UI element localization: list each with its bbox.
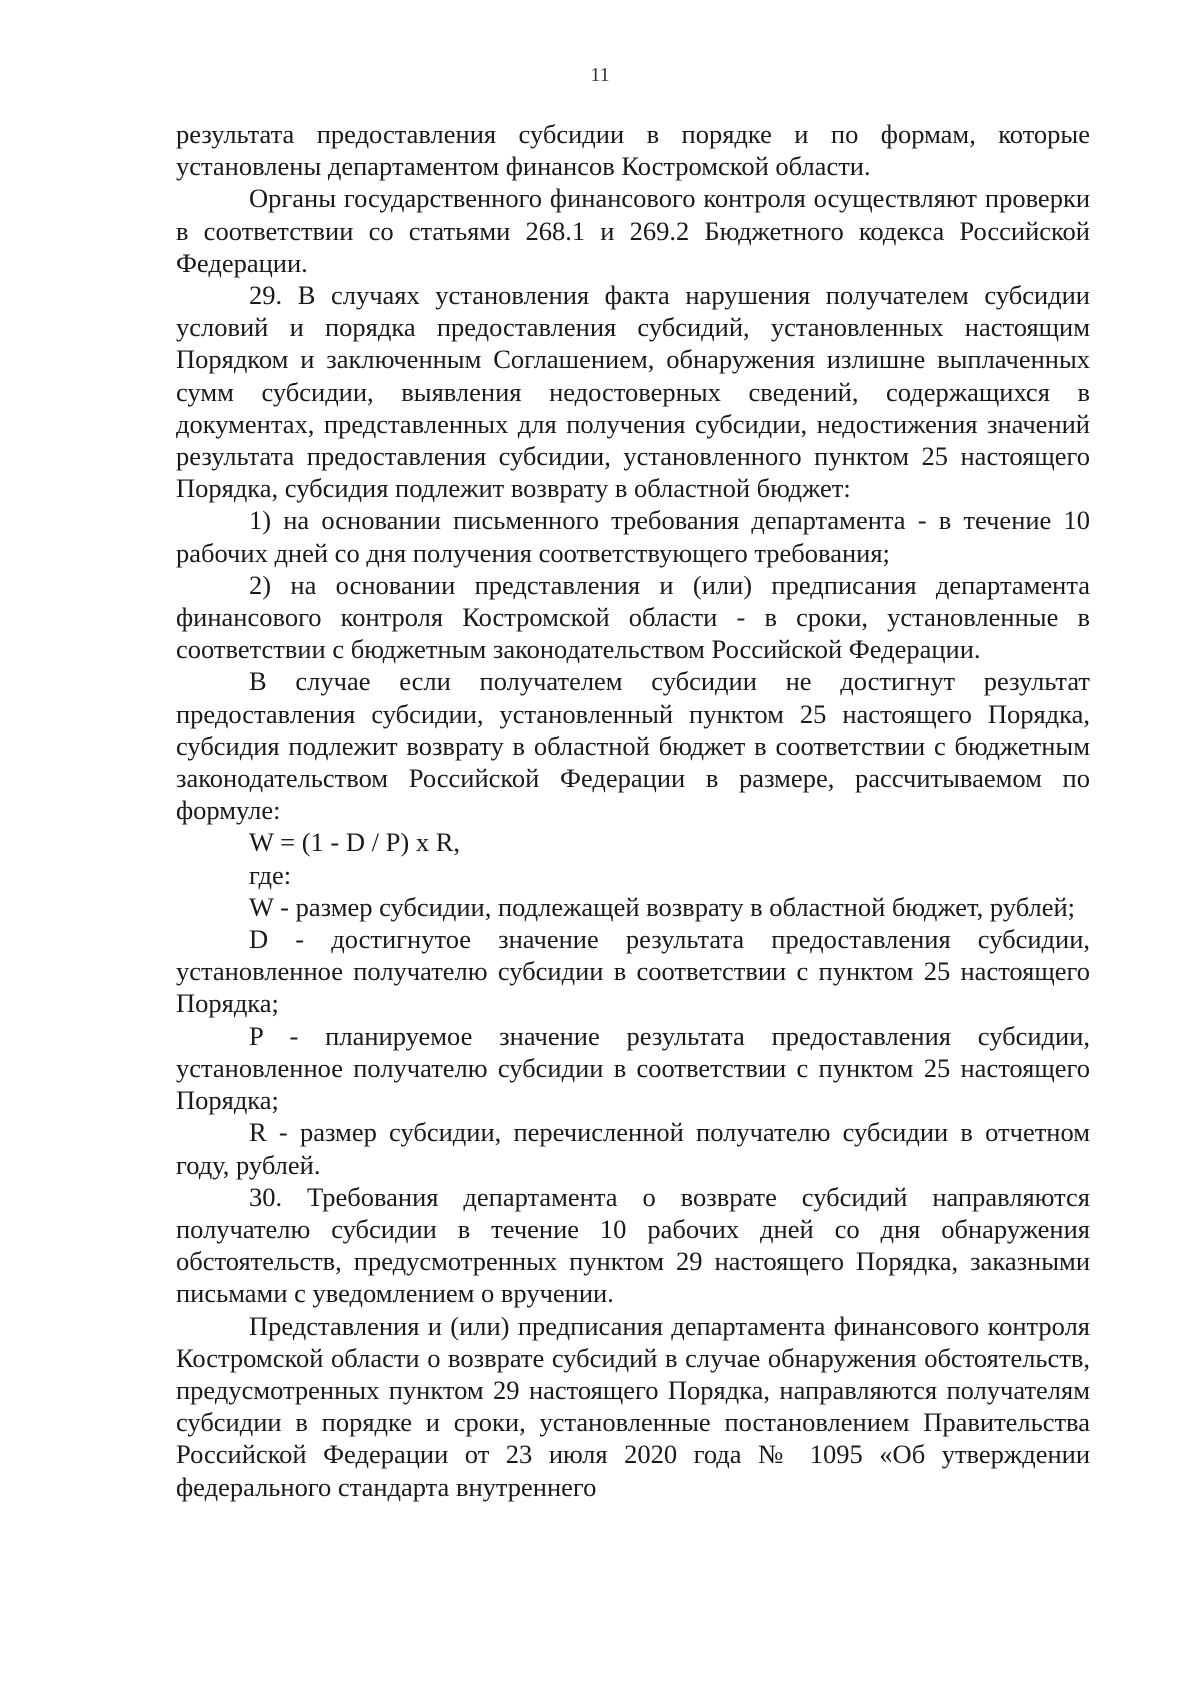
formula: W = (1 - D / P) x R,	[249, 827, 460, 858]
paragraph: Представления и (или) предписания департамента финансового контроля Костромской области о возврате субсидий в случае обнаружения обстоятельств, предусмотренных пунктом 29 настоящего Порядка, направляются получателям субсидии в порядке и сроки, установленные постановлением Правительства Российской Федерации от 23 июля 2020 года № 1095 «Об утверждении федерального стандарта внутреннего	[176, 1310, 1090, 1502]
formula-variable-w: W - размер субсидии, подлежащей возврату в областной бюджет, рублей;	[249, 891, 1076, 922]
paragraph: В случае если получателем субсидии не достигнут результат предоставления субсидии, установленный пунктом 25 настоящего Порядка, субсидия подлежит возврату в областной бюджет в соответствии с бюджетным законодательством Российской Федерации в размере, рассчитываемом по формуле:	[176, 666, 1090, 826]
formula-variable-r: R - размер субсидии, перечисленной получателю субсидии в отчетном году, рублей.	[176, 1117, 1090, 1180]
formula-variable-d: D - достигнутое значение результата предоставления субсидии, установленное получателю субсидии в соответствии с пунктом 25 настоящего Порядка;	[176, 924, 1090, 1019]
paragraph: результата предоставления субсидии в порядке и по формам, которые установлены департаментом финансов Костромской области.	[176, 119, 1090, 182]
list-item-2: 2) на основании представления и (или) предписания департамента финансового контроля Костромской области - в сроки, установленные в соответствии с бюджетным законодательством Российской Федерации.	[176, 569, 1090, 665]
list-item-1: 1) на основании письменного требования департамента - в течение 10 рабочих дней со дня получения соответствующего требования;	[176, 505, 1090, 568]
formula-variable-p: P - планируемое значение результата предоставления субсидии, установленное получателю субсидии в соответствии с пунктом 25 настоящего Порядка;	[176, 1020, 1090, 1116]
document-body	[176, 118, 1090, 1503]
paragraph-clause-29: 29. В случаях установления факта нарушения получателем субсидии условий и порядка предоставления субсидий, установленных настоящим Порядком и заключенным Соглашением, обнаружения излишне выплаченных сумм субсидии, выявления недостоверных сведений, содержащихся в документах, представленных для получения субсидии, недостижения значений результата предоставления субсидии, установленного пунктом 25 настоящего Порядка, субсидия подлежит возврату в областной бюджет:	[176, 280, 1090, 504]
paragraph: Органы государственного финансового контроля осуществляют проверки в соответствии со статьями 268.1 и 269.2 Бюджетного кодекса Российской Федерации.	[176, 183, 1090, 278]
paragraph-clause-30: 30. Требования департамента о возврате субсидий направляются получателю субсидии в течение 10 рабочих дней со дня обнаружения обстоятельств, предусмотренных пунктом 29 настоящего Порядка, заказными письмами с уведомлением о вручении.	[176, 1181, 1090, 1309]
formula-where: где:	[249, 859, 292, 890]
page-number: 11	[590, 64, 610, 86]
